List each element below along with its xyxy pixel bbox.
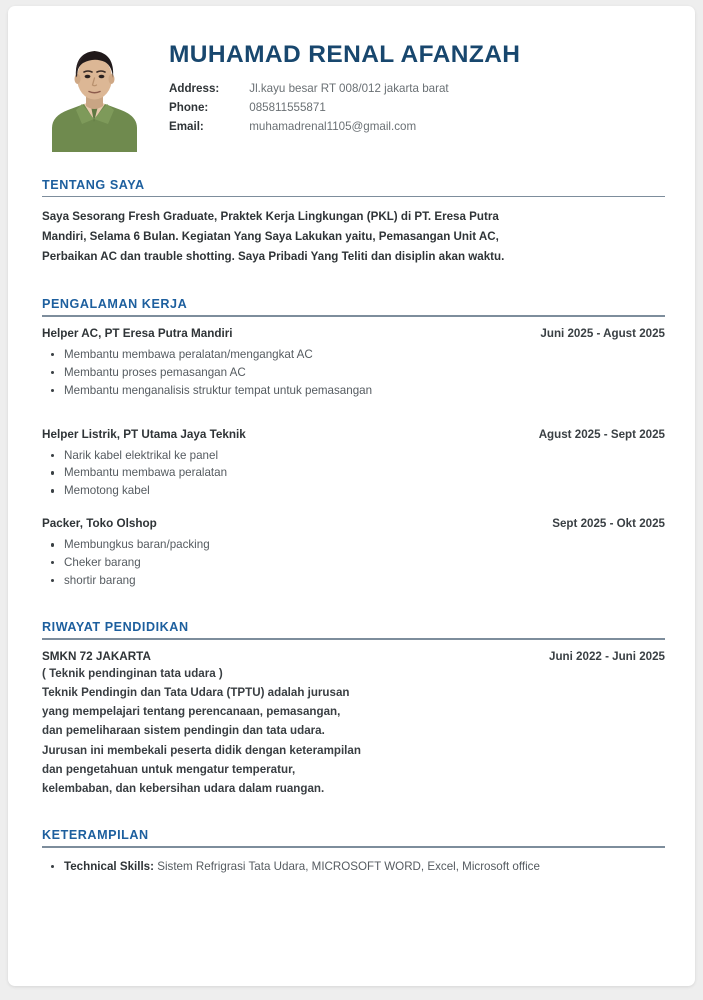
experience-item-header bbox=[42, 428, 665, 441]
section-divider-experience bbox=[42, 315, 665, 316]
phone-value: 085811555871 bbox=[249, 100, 326, 114]
list-item bbox=[42, 858, 665, 876]
list-item: Membantu menganalisis struktur tempat untuk pemasangan bbox=[42, 382, 665, 400]
section-education bbox=[42, 620, 665, 798]
email-value: muhamadrenal1105@gmail.com bbox=[249, 119, 417, 133]
experience-item-date: Agust 2025 - Sept 2025 bbox=[538, 427, 665, 441]
education-line: ( Teknik pendinginan tata udara ) bbox=[42, 666, 223, 680]
list-item: Membantu membawa peralatan/mengangkat AC bbox=[42, 346, 665, 364]
education-line: kelembaban, dan kebersihan udara dalam ruangan. bbox=[42, 782, 325, 796]
education-line: dan pemeliharaan sistem pendingin dan tata udara. bbox=[42, 724, 325, 738]
education-item-header bbox=[42, 650, 665, 663]
list-item: Membungkus baran/packing bbox=[42, 536, 665, 554]
resume-document bbox=[8, 6, 695, 986]
experience-item-title: Helper Listrik, PT Utama Jaya Teknik bbox=[42, 427, 246, 441]
section-title-about: TENTANG SAYA bbox=[42, 178, 145, 192]
experience-item-title: Helper AC, PT Eresa Putra Mandiri bbox=[42, 326, 233, 340]
section-divider-about bbox=[42, 196, 665, 197]
spacer bbox=[42, 402, 665, 428]
experience-item-title: Packer, Toko Olshop bbox=[42, 517, 157, 531]
education-line: yang mempelajari tentang perencanaan, pemasangan, bbox=[42, 705, 341, 719]
list-item: Narik kabel elektrikal ke panel bbox=[42, 447, 665, 465]
skills-list bbox=[42, 858, 665, 876]
experience-item bbox=[42, 327, 665, 400]
contact-row-email bbox=[169, 118, 449, 137]
section-divider-skills bbox=[42, 846, 665, 847]
address-label: Address: bbox=[169, 81, 220, 95]
experience-item-date: Juni 2025 - Agust 2025 bbox=[540, 326, 665, 340]
contact-row-phone bbox=[169, 99, 449, 118]
section-experience bbox=[42, 297, 665, 590]
profile-photo bbox=[42, 40, 147, 152]
education-line: Teknik Pendingin dan Tata Udara (TPTU) adalah jurusan bbox=[42, 685, 350, 699]
experience-item-header bbox=[42, 327, 665, 340]
education-line: dan pengetahuan untuk mengatur temperatur, bbox=[42, 762, 296, 776]
section-title-skills: KETERAMPILAN bbox=[42, 828, 149, 843]
email-label: Email: bbox=[169, 119, 204, 133]
about-text: Saya Sesorang Fresh Graduate, Praktek Kerja Lingkungan (PKL) di PT. Eresa Putra Mandiri, Selama 6 Bulan. Kegiatan Yang Saya Lakukan yaitu, Pemasangan Unit AC, Perbaikan AC dan trauble shotting. Saya Pribadi Yang Teliti dan disiplin akan waktu. bbox=[42, 210, 505, 264]
education-date: Juni 2022 - Juni 2025 bbox=[549, 649, 665, 663]
page-title: MUHAMAD RENAL AFANZAH bbox=[169, 41, 521, 68]
spacer bbox=[42, 594, 665, 620]
contact-details bbox=[169, 80, 449, 136]
skill-label: Technical Skills: bbox=[64, 859, 154, 873]
section-about bbox=[42, 178, 665, 267]
list-item: Cheker barang bbox=[42, 554, 665, 572]
list-item: Memotong kabel bbox=[42, 482, 665, 500]
section-title-experience: PENGALAMAN KERJA bbox=[42, 297, 188, 312]
skill-value: Sistem Refrigrasi Tata Udara, MICROSOFT WORD, Excel, Microsoft office bbox=[157, 859, 540, 873]
education-line: Jurusan ini membekali peserta didik dengan keterampilan bbox=[42, 743, 361, 757]
education-description bbox=[42, 664, 665, 799]
header-text-block bbox=[169, 40, 665, 136]
section-title-education: RIWAYAT PENDIDIKAN bbox=[42, 620, 189, 635]
education-school: SMKN 72 JAKARTA bbox=[42, 649, 151, 663]
spacer bbox=[42, 802, 665, 828]
experience-item-header bbox=[42, 517, 665, 530]
list-item: Membantu proses pemasangan AC bbox=[42, 364, 665, 382]
experience-item-date: Sept 2025 - Okt 2025 bbox=[552, 517, 665, 531]
resume-header bbox=[42, 40, 665, 152]
section-skills bbox=[42, 828, 665, 875]
experience-item-bullets bbox=[42, 447, 665, 501]
spacer bbox=[42, 502, 665, 517]
list-item: Membantu membawa peralatan bbox=[42, 464, 665, 482]
list-item: shortir barang bbox=[42, 572, 665, 590]
contact-row-address bbox=[169, 80, 449, 99]
spacer bbox=[42, 271, 665, 297]
experience-item bbox=[42, 428, 665, 501]
address-value: Jl.kayu besar RT 008/012 jakarta barat bbox=[249, 81, 449, 95]
experience-item-bullets bbox=[42, 536, 665, 590]
phone-label: Phone: bbox=[169, 100, 209, 114]
experience-item-bullets bbox=[42, 346, 665, 400]
section-divider-education bbox=[42, 638, 665, 639]
experience-item bbox=[42, 517, 665, 590]
